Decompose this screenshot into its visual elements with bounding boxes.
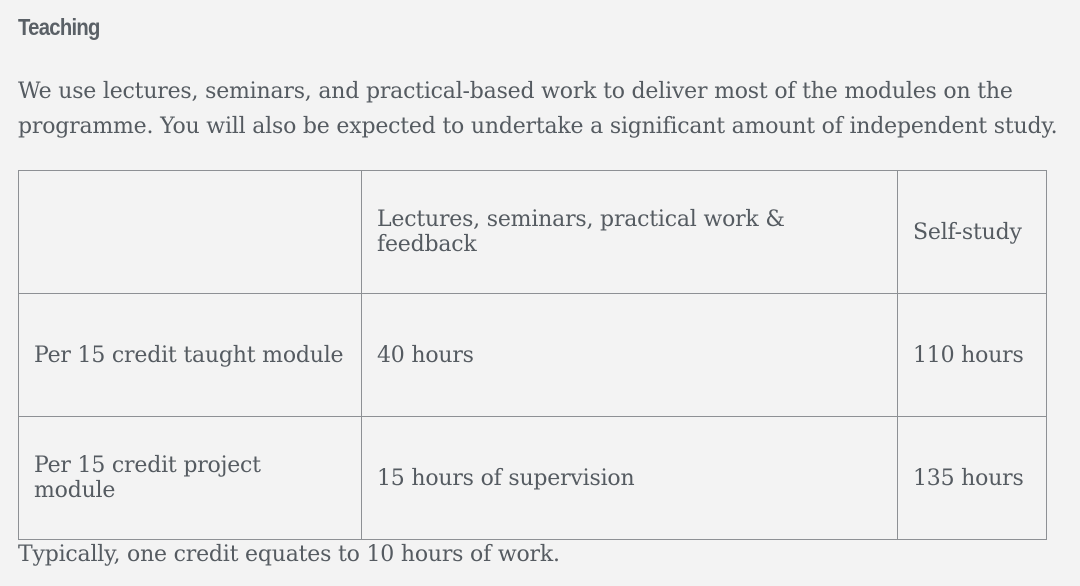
- section-heading: Teaching: [18, 14, 100, 40]
- table-row: [19, 417, 1047, 540]
- table-header-cell-self-study: Self-study: [898, 171, 1047, 294]
- table-cell-self-study-hours: 110 hours: [898, 294, 1047, 417]
- table-cell-self-study-hours: 135 hours: [898, 417, 1047, 540]
- table-row: [19, 294, 1047, 417]
- credit-footnote: Typically, one credit equates to 10 hours of work.: [18, 542, 560, 567]
- table-header-row: [19, 171, 1047, 294]
- table-header-cell-empty: [19, 171, 362, 294]
- teaching-hours-table: [18, 170, 1047, 540]
- table-cell-module-type: Per 15 credit taught module: [19, 294, 362, 417]
- table-cell-contact-hours: 15 hours of supervision: [362, 417, 898, 540]
- table-header-cell-contact: Lectures, seminars, practical work & feedback: [362, 171, 898, 294]
- table-cell-contact-hours: 40 hours: [362, 294, 898, 417]
- intro-paragraph: We use lectures, seminars, and practical-based work to deliver most of the modules on the programme. You will also be expected to undertake a significant amount of independent study.: [18, 79, 1058, 139]
- table-cell-module-type: Per 15 credit project module: [19, 417, 362, 540]
